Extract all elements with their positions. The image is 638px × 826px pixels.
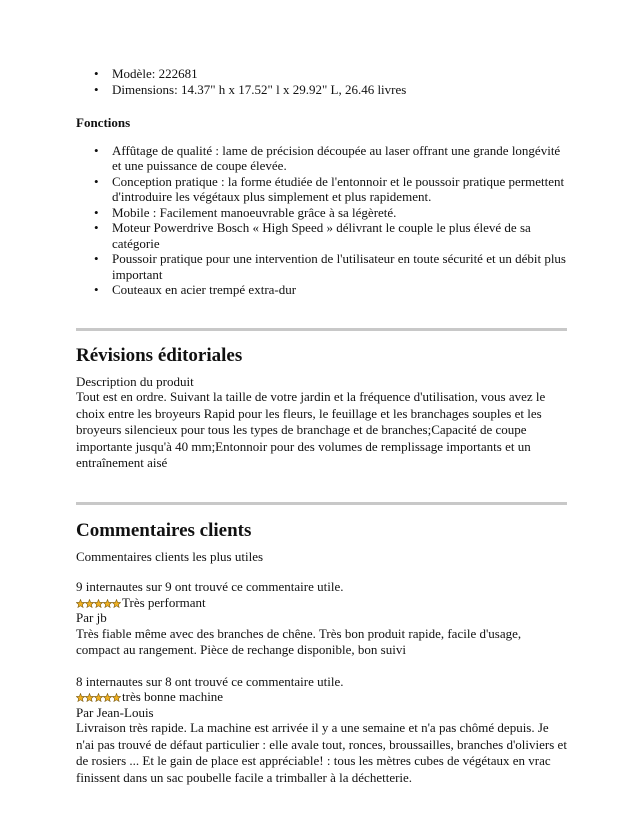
review-item xyxy=(76,674,568,787)
review-body: Très fiable même avec des branches de chêne. Très bon produit rapide, facile d'usage, compact au rangement. Pièce de rechange disponible, bon suivi xyxy=(76,625,522,657)
review-author: Par Jean-Louis xyxy=(76,704,154,720)
star-icon xyxy=(85,694,93,702)
review-body: Livraison très rapide. La machine est arrivée il y a une semaine et n'a pas chômé depuis. Je n'ai pas trouvé de défaut particulier : elle avale tout, ronces, broussailles, branches d'oliviers et de rosiers ... Et le gain de place est appréciable! : tous les mètres cubes de végétaux en vrac finissent dans un sac poubelle facile a trimballer à la déchetterie. xyxy=(76,720,567,785)
feature-item: • Couteaux en acier trempé extra-dur xyxy=(94,282,568,298)
product-specs-list xyxy=(94,66,568,97)
feature-item: • Moteur Powerdrive Bosch « High Speed » délivrant le couple le plus élevé de sa catégorie xyxy=(94,220,568,251)
star-icon xyxy=(94,694,102,702)
review-helpful-count: 8 internautes sur 8 ont trouvé ce commentaire utile. xyxy=(76,673,344,689)
review-header xyxy=(76,689,568,705)
features-list xyxy=(94,143,568,298)
spec-model: • Modèle: 222681 xyxy=(94,66,568,82)
section-divider xyxy=(76,502,567,505)
review-title[interactable]: très bonne machine xyxy=(122,689,224,704)
section-divider xyxy=(76,328,567,331)
customer-reviews-heading: Commentaires clients xyxy=(76,519,252,541)
editorial-heading: Révisions éditoriales xyxy=(76,344,243,366)
star-icon xyxy=(94,599,102,607)
document-page xyxy=(76,66,568,801)
star-icon xyxy=(112,599,120,607)
star-rating-icon xyxy=(76,693,121,702)
review-author: Par jb xyxy=(76,610,107,625)
star-icon xyxy=(103,694,111,702)
star-icon xyxy=(76,694,84,702)
editorial-section xyxy=(76,328,568,472)
star-icon xyxy=(85,599,93,607)
star-icon xyxy=(112,694,120,702)
most-helpful-reviews-label: Commentaires clients les plus utiles xyxy=(76,548,264,564)
editorial-description: Tout est en ordre. Suivant la taille de votre jardin et la fréquence d'utilisation, vous avez le choix entre les broyeurs Rapid pour les fleurs, le feuillage et les branchages souples et les broyeurs silencieux pour tous les types de branchage et de branches;Capacité de coupe importante jusqu'à 40 mm;Entonnoir pour des volumes de remplissage importants et un entraînement aisé xyxy=(76,389,546,470)
editorial-subtitle: Description du produit xyxy=(76,373,194,389)
review-header xyxy=(76,595,568,611)
review-title[interactable]: Très performant xyxy=(122,594,206,610)
feature-item: • Conception pratique : la forme étudiée de l'entonnoir et le poussoir pratique permettent d'introduire les végétaux plus simplement et plus rapidement. xyxy=(94,174,568,205)
features-heading: Fonctions xyxy=(76,115,131,130)
review-item xyxy=(76,579,568,659)
star-rating-icon xyxy=(76,599,121,608)
star-icon xyxy=(76,599,84,607)
feature-item: • Mobile : Facilement manoeuvrable grâce à sa légèreté. xyxy=(94,205,568,221)
feature-item: • Affûtage de qualité : lame de précision découpée au laser offrant une grande longévité et une puissance de coupe élevée. xyxy=(94,143,568,174)
spec-dimensions: • Dimensions: 14.37" h x 17.52" l x 29.92" L, 26.46 livres xyxy=(94,82,568,98)
review-helpful-count: 9 internautes sur 9 ont trouvé ce commentaire utile. xyxy=(76,579,344,594)
star-icon xyxy=(103,599,111,607)
feature-item: • Poussoir pratique pour une intervention de l'utilisateur en toute sécurité et un débit plus important xyxy=(94,251,568,282)
customer-reviews-section xyxy=(76,502,568,787)
